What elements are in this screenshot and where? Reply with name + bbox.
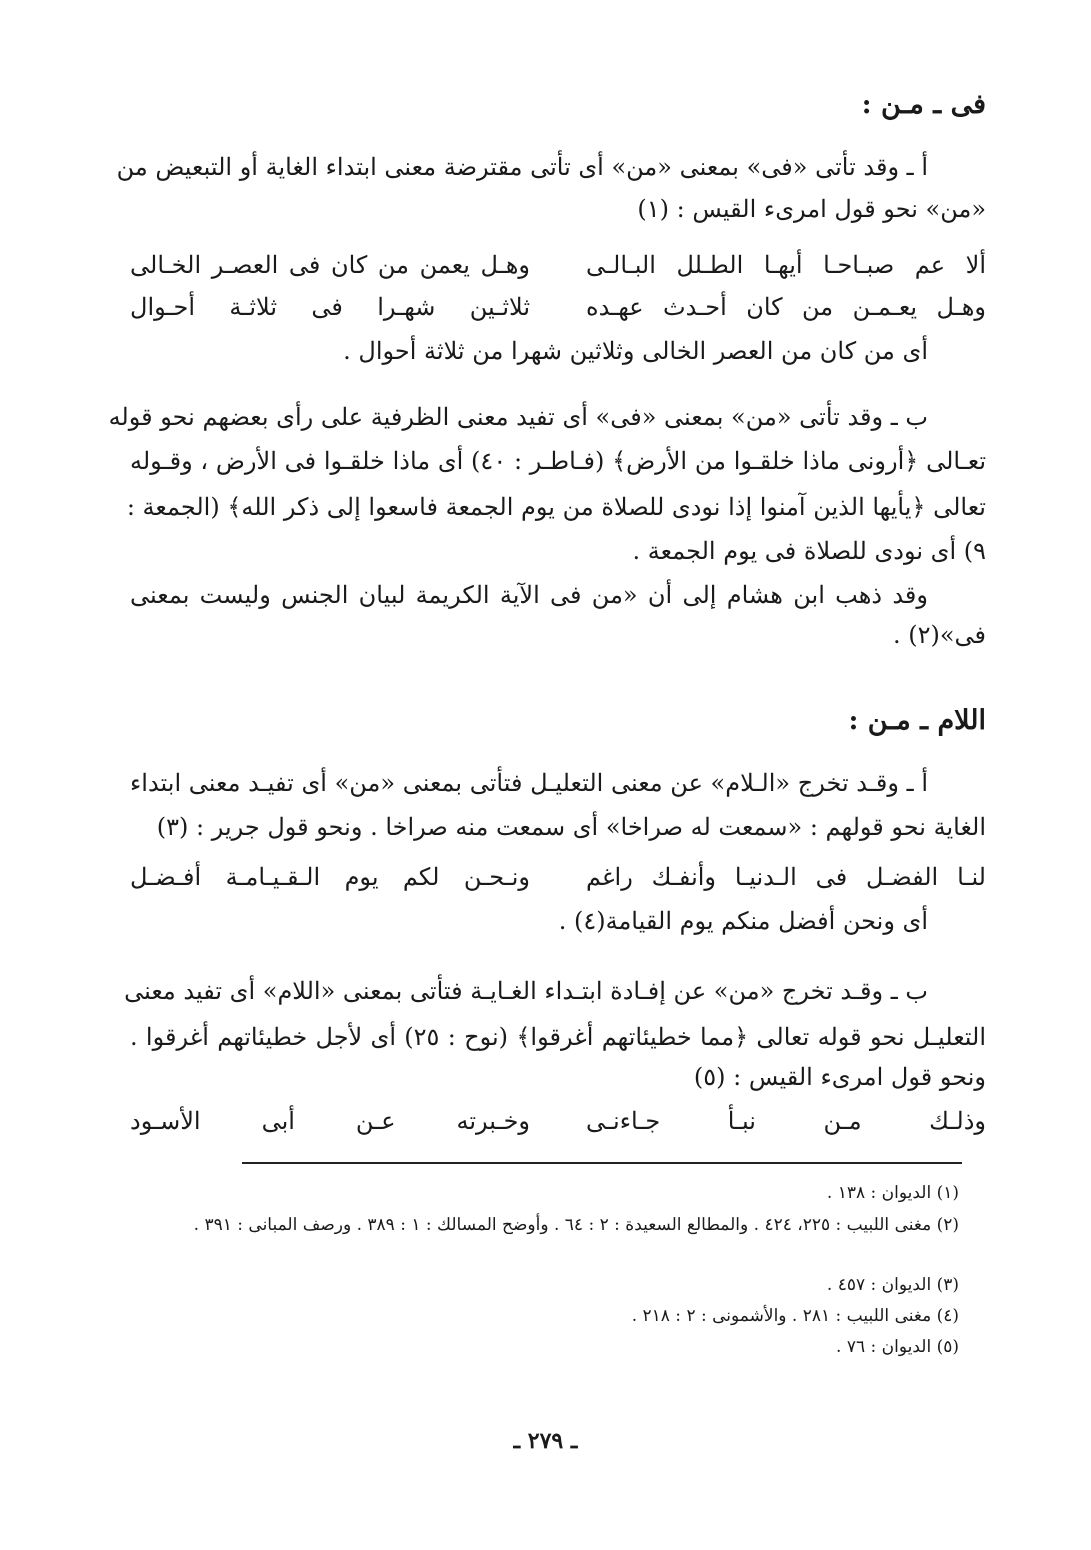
poetry-verse — [130, 248, 986, 282]
verse-first-hemistich: وهـل يعـمـن من كان أحـدث عهـده — [586, 293, 986, 321]
verse-explanation: أى من كان من العصر الخالى وثلاثين شهرا من ثلاثة أحوال . — [343, 337, 928, 365]
paragraph-line: ب ـ وقد تأتى «من» بمعنى «فى» أى تفيد معنى الظرفية على رأى بعضهم نحو قوله — [108, 403, 928, 431]
section-heading-fi-min: فى ـ مـن : — [861, 89, 986, 120]
verse-first-hemistich: وذلـك مـن نبـأ جـاءنـى — [586, 1107, 986, 1135]
paragraph-line: «من» نحو قول امرىء القيس : (١) — [637, 195, 986, 223]
footnote: (٢) مغنى اللبيب : ٢٢٥، ٤٢٤ . والمطالع السعيدة : ٢ : ٦٤ . وأوضح المسالك : ١ : ٣٨٩ . ورصف المبانى : ٣٩١ . — [193, 1215, 959, 1235]
paragraph-line: ب ـ وقـد تخرج «من» عن إفـادة ابتـداء الغـايـة فتأتى بمعنى «اللام» أى تفيد معنى — [124, 977, 928, 1005]
verse-second-hemistich: ونـحـن لكم يوم الـقـيـامـة أفـضـل — [130, 863, 530, 891]
paragraph-line: تعـالى ﴿أرونى ماذا خلقـوا من الأرض﴾ (فـاطـر : ٤٠) أى ماذا خلقـوا فى الأرض ، وقـوله — [130, 447, 986, 475]
paragraph-line: أ ـ وقد تأتى «فى» بمعنى «من» أى تأتى مقترضة معنى ابتداء الغاية أو التبعيض من — [116, 153, 928, 181]
section-heading-lam-min: اللام ـ مـن : — [848, 705, 986, 736]
paragraph-line: ونحو قول امرىء القيس : (٥) — [693, 1063, 986, 1091]
verse-second-hemistich: وخـبرته عـن أبى الأسـود — [130, 1107, 530, 1135]
footnote: (٣) الديوان : ٤٥٧ . — [826, 1275, 959, 1295]
paragraph-line: التعليـل نحو قوله تعالى ﴿مما خطيئاتهم أغرقوا﴾ (نوح : ٢٥) أى لأجل خطيئاتهم أغرقوا . — [130, 1023, 986, 1051]
poetry-verse — [130, 1104, 986, 1138]
paragraph-line: ٩) أى نودى للصلاة فى يوم الجمعة . — [632, 537, 986, 565]
footnote-separator — [242, 1162, 962, 1164]
verse-second-hemistich: ثلاثـين شهـرا فى ثلاثـة أحـوال — [130, 293, 530, 321]
poetry-verse — [130, 290, 986, 324]
paragraph-line: أ ـ وقـد تخرج «الـلام» عن معنى التعليـل فتأتى بمعنى «من» أى تفيـد معنى ابتداء — [130, 769, 928, 797]
paragraph-line: تعالى ﴿يأيها الذين آمنوا إذا نودى للصلاة من يوم الجمعة فاسعوا إلى ذكر الله﴾ (الجمعة : — [126, 493, 986, 521]
verse-first-hemistich: لنـا الفضـل فى الـدنيـا وأنفـك راغم — [586, 863, 986, 891]
poetry-verse — [130, 860, 986, 894]
verse-explanation: أى ونحن أفضل منكم يوم القيامة(٤) . — [558, 907, 928, 935]
paragraph-line: وقد ذهب ابن هشام إلى أن «من فى الآية الكريمة لبيان الجنس وليست بمعنى — [130, 581, 928, 609]
paragraph-line: الغاية نحو قولهم : «سمعت له صراخا» أى سمعت منه صراخا . ونحو قول جرير : (٣) — [156, 813, 986, 841]
paragraph-line: فى»(٢) . — [892, 621, 986, 649]
verse-second-hemistich: وهـل يعمن من كان فى العصـر الخـالى — [130, 251, 530, 279]
verse-first-hemistich: ألا عم صبـاحـا أيهـا الطـلل البـالـى — [586, 251, 986, 279]
footnote: (٤) مغنى اللبيب : ٢٨١ . والأشمونى : ٢ : ٢١٨ . — [631, 1306, 959, 1326]
footnote: (١) الديوان : ١٣٨ . — [826, 1183, 959, 1203]
page-number: ـ ٢٧٩ ـ — [513, 1428, 578, 1454]
footnote: (٥) الديوان : ٧٦ . — [836, 1337, 959, 1357]
